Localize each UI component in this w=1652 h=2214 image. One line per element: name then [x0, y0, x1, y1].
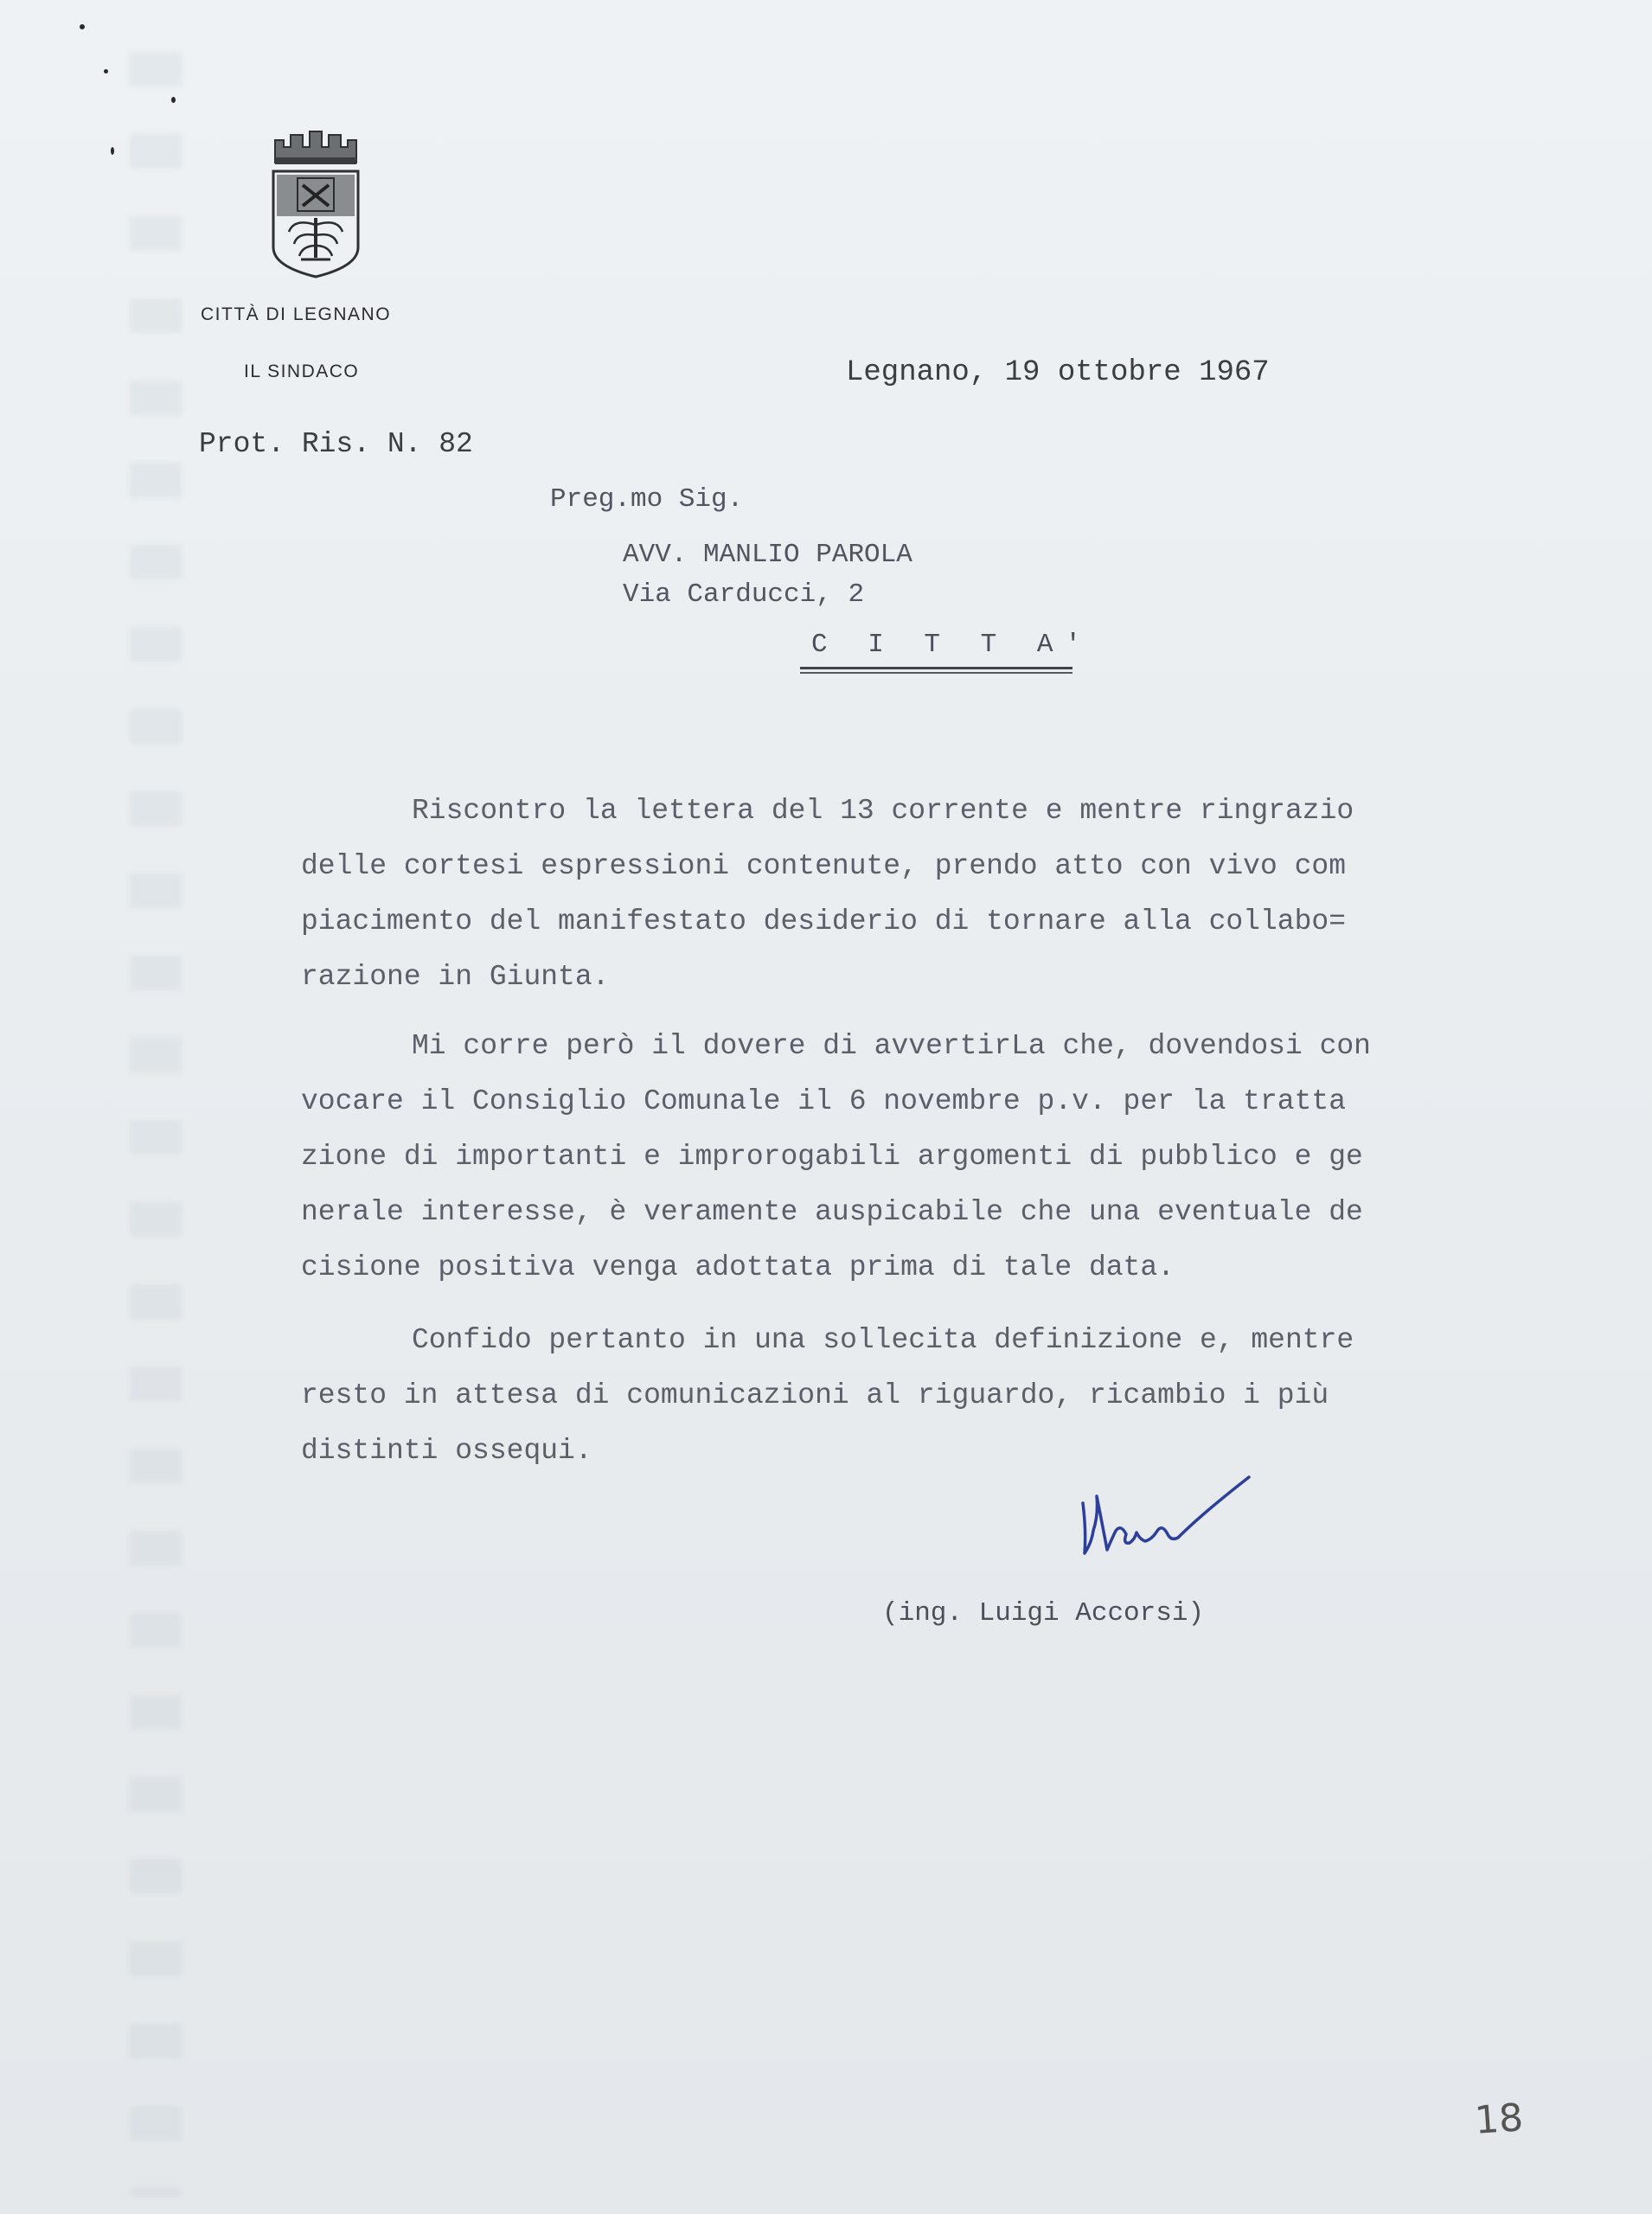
text-line: piacimento del manifestato desiderio di tornare alla collabo=: [301, 905, 1346, 937]
text-line: delle cortesi espressioni contenute, prendo atto con vivo com: [301, 850, 1346, 882]
text-line: Confido pertanto in una sollecita definizione e, mentre: [412, 1324, 1354, 1356]
text-line: Mi corre però il dovere di avvertirLa che, dovendosi con: [412, 1030, 1371, 1062]
protocol-number: Prot. Ris. N. 82: [199, 428, 473, 460]
text-line: vocare il Consiglio Comunale il 6 novembre p.v. per la tratta: [301, 1085, 1346, 1117]
ink-speck: [104, 69, 108, 74]
city-underline: [800, 672, 1073, 674]
bleed-through-shadow: [130, 52, 182, 2197]
city-underline: [800, 667, 1073, 669]
text-line: cisione positiva venga adottata prima di tale data.: [301, 1251, 1175, 1283]
ink-speck: [111, 147, 114, 155]
text-line: nerale interesse, è veramente auspicabile che una eventuale de: [301, 1196, 1363, 1228]
letterhead-office: IL SINDACO: [244, 362, 360, 381]
text-line: zione di importanti e improrogabili argomenti di pubblico e ge: [301, 1141, 1363, 1173]
handwritten-signature-icon: [1073, 1470, 1263, 1565]
recipient-name: AVV. MANLIO PAROLA: [623, 540, 912, 570]
paragraph-1: [301, 784, 1354, 1005]
handwritten-page-number: 18: [1473, 2096, 1525, 2143]
signer-name: (ing. Luigi Accorsi): [882, 1598, 1205, 1629]
letterhead-city: CITTÀ DI LEGNANO: [201, 304, 392, 324]
ink-speck: [171, 97, 176, 103]
letter-date: Legnano, 19 ottobre 1967: [846, 356, 1270, 389]
text-line: razione in Giunta.: [301, 961, 610, 993]
text-line: distinti ossequi.: [301, 1435, 592, 1467]
ink-speck: [80, 24, 85, 29]
coat-of-arms-icon: [268, 128, 363, 279]
recipient-street: Via Carducci, 2: [623, 579, 865, 610]
text-line: resto in attesa di comunicazioni al riguardo, ricambio i più: [301, 1379, 1329, 1411]
text-line: Riscontro la lettera del 13 corrente e mentre ringrazio: [412, 795, 1354, 827]
recipient-salutation: Preg.mo Sig.: [550, 484, 744, 515]
paragraph-3: [301, 1313, 1354, 1479]
recipient-city: C I T T A': [811, 630, 1094, 660]
paragraph-2: [301, 1019, 1371, 1296]
